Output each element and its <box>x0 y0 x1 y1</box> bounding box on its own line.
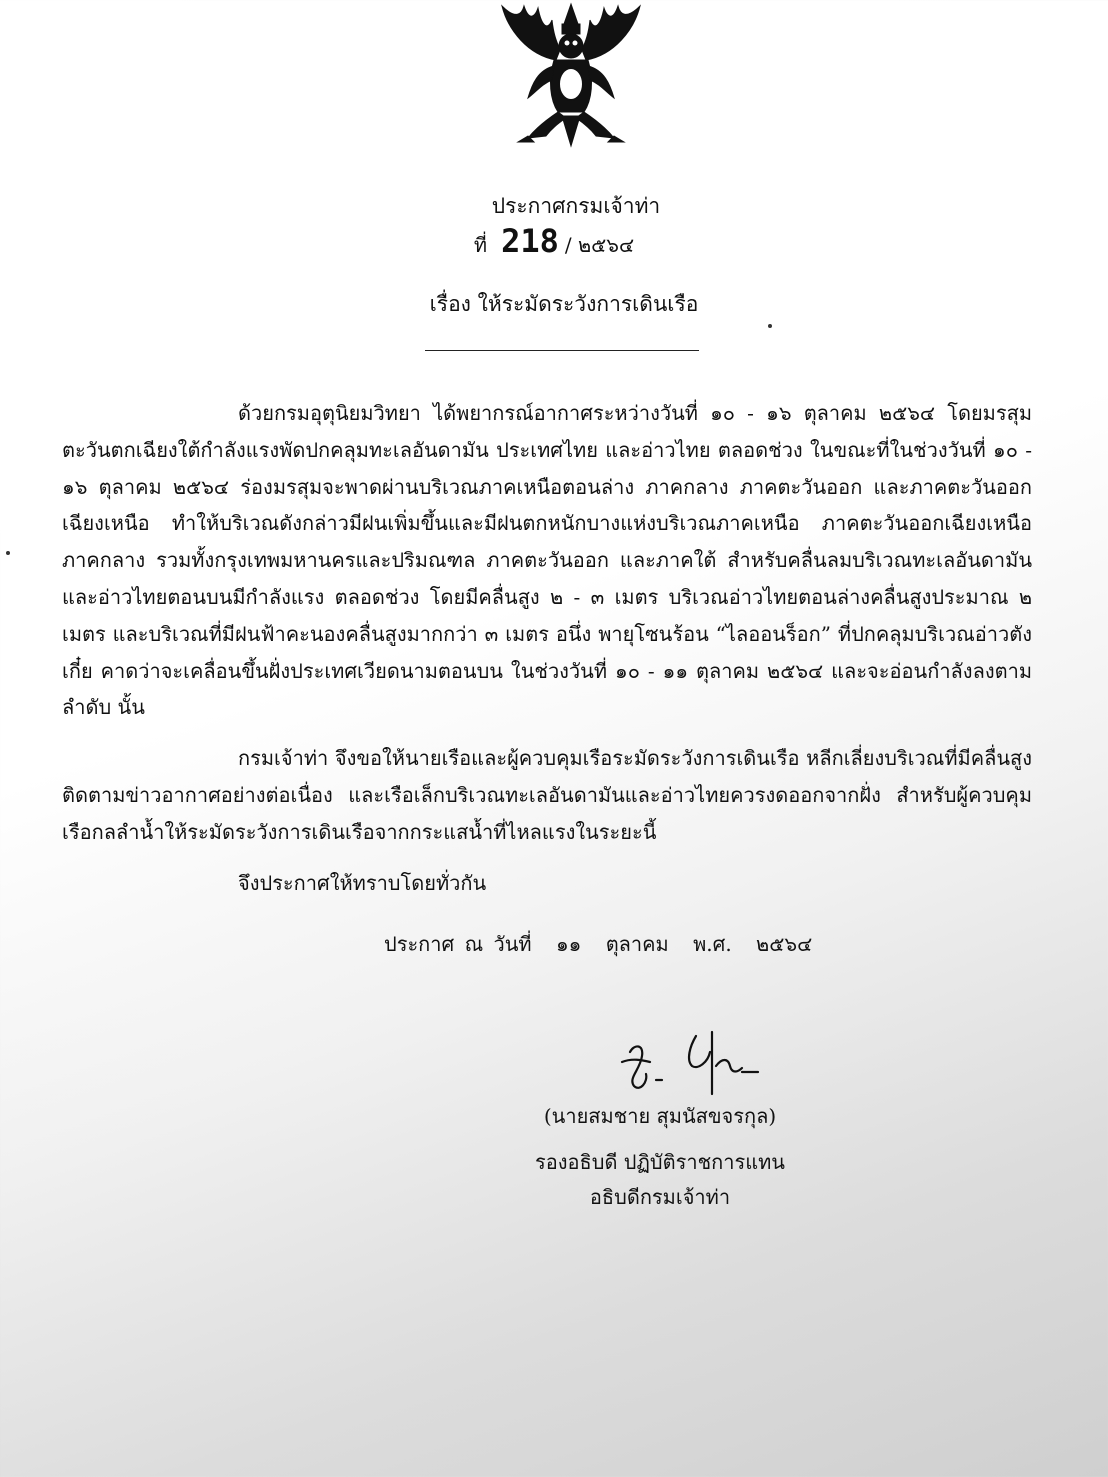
announcement-date <box>384 928 826 960</box>
signer-role: อธิบดีกรมเจ้าท่า <box>589 1185 731 1209</box>
title-divider <box>425 350 699 351</box>
signer-name: (นายสมชาย สุมนัสขจรกุล) <box>543 1104 777 1128</box>
number-value: 218 <box>501 222 559 260</box>
date-era: พ.ศ. <box>693 932 732 956</box>
date-label: ประกาศ ณ วันที่ <box>384 932 532 956</box>
date-month: ตุลาคม <box>605 932 669 956</box>
speck <box>768 324 772 328</box>
speck <box>6 551 10 555</box>
announcement-body <box>62 395 1032 901</box>
number-suffix: / ๒๕๖๔ <box>564 233 635 257</box>
signer-position: รองอธิบดี ปฏิบัติราชการแทน <box>535 1150 785 1174</box>
garuda-emblem-icon <box>488 0 654 150</box>
announcement-subject: เรื่อง ให้ระมัดระวังการเดินเรือ <box>429 292 699 316</box>
body-paragraph-1: ด้วยกรมอุตุนิยมวิทยา ได้พยากรณ์อากาศระหว่างวันที่ ๑๐ - ๑๖ ตุลาคม ๒๕๖๔ โดยมรสุมตะวันตกเฉียงใต้กำลังแรงพัดปกคลุมทะเลอันดามัน ประเทศไทย และอ่าวไทย ตลอดช่วง ในขณะที่ในช่วงวันที่ ๑๐ - ๑๖ ตุลาคม ๒๕๖๔ ร่องมรสุมจะพาดผ่านบริเวณภาคเหนือตอนล่าง ภาคกลาง ภาคตะวันออก และภาคตะวันออกเฉียงเหนือ ทำให้บริเวณดังกล่าวมีฝนเพิ่มขึ้นและมีฝนตกหนักบางแห่งบริเวณภาคเหนือ ภาคตะวันออกเฉียงเหนือ ภาคกลาง รวมทั้งกรุงเทพมหานครและปริมณฑล ภาคตะวันออก และภาคใต้ สำหรับคลื่นลมบริเวณทะเลอันดามันและอ่าวไทยตอนบนมีกำลังแรง ตลอดช่วง โดยมีคลื่นสูง ๒ - ๓ เมตร บริเวณอ่าวไทยตอนล่างคลื่นสูงประมาณ ๒ เมตร และบริเวณที่มีฝนฟ้าคะนองคลื่นสูงมากกว่า ๓ เมตร อนึ่ง พายุโซนร้อน “ไลออนร็อก” ที่ปกคลุมบริเวณอ่าวตังเกี๋ย คาดว่าจะเคลื่อนขึ้นฝั่งประเทศเวียดนามตอนบน ในช่วงวันที่ ๑๐ - ๑๑ ตุลาคม ๒๕๖๔ และจะอ่อนกำลังลงตามลำดับ นั้น <box>62 401 1032 720</box>
body-paragraph-2: กรมเจ้าท่า จึงขอให้นายเรือและผู้ควบคุมเรือระมัดระวังการเดินเรือ หลีกเลี่ยงบริเวณที่มีคลื่นสูง ติดตามข่าวอากาศอย่างต่อเนื่อง และเรือเล็กบริเวณทะเลอันดามันและอ่าวไทยควรงดออกจากฝั่ง สำหรับผู้ควบคุมเรือกลลำน้ำให้ระมัดระวังการเดินเรือจากกระแสน้ำที่ไหลแรงในระยะนี้ <box>62 746 1032 844</box>
date-day: ๑๑ <box>555 932 582 956</box>
announcement-title: ประกาศกรมเจ้าท่า <box>491 194 661 218</box>
handwritten-signature-icon <box>612 1022 772 1102</box>
closing-statement: จึงประกาศให้ทราบโดยทั่วกัน <box>238 870 487 895</box>
date-year: ๒๕๖๔ <box>756 932 813 956</box>
announcement-number <box>0 222 1108 261</box>
number-prefix: ที่ <box>473 233 488 257</box>
